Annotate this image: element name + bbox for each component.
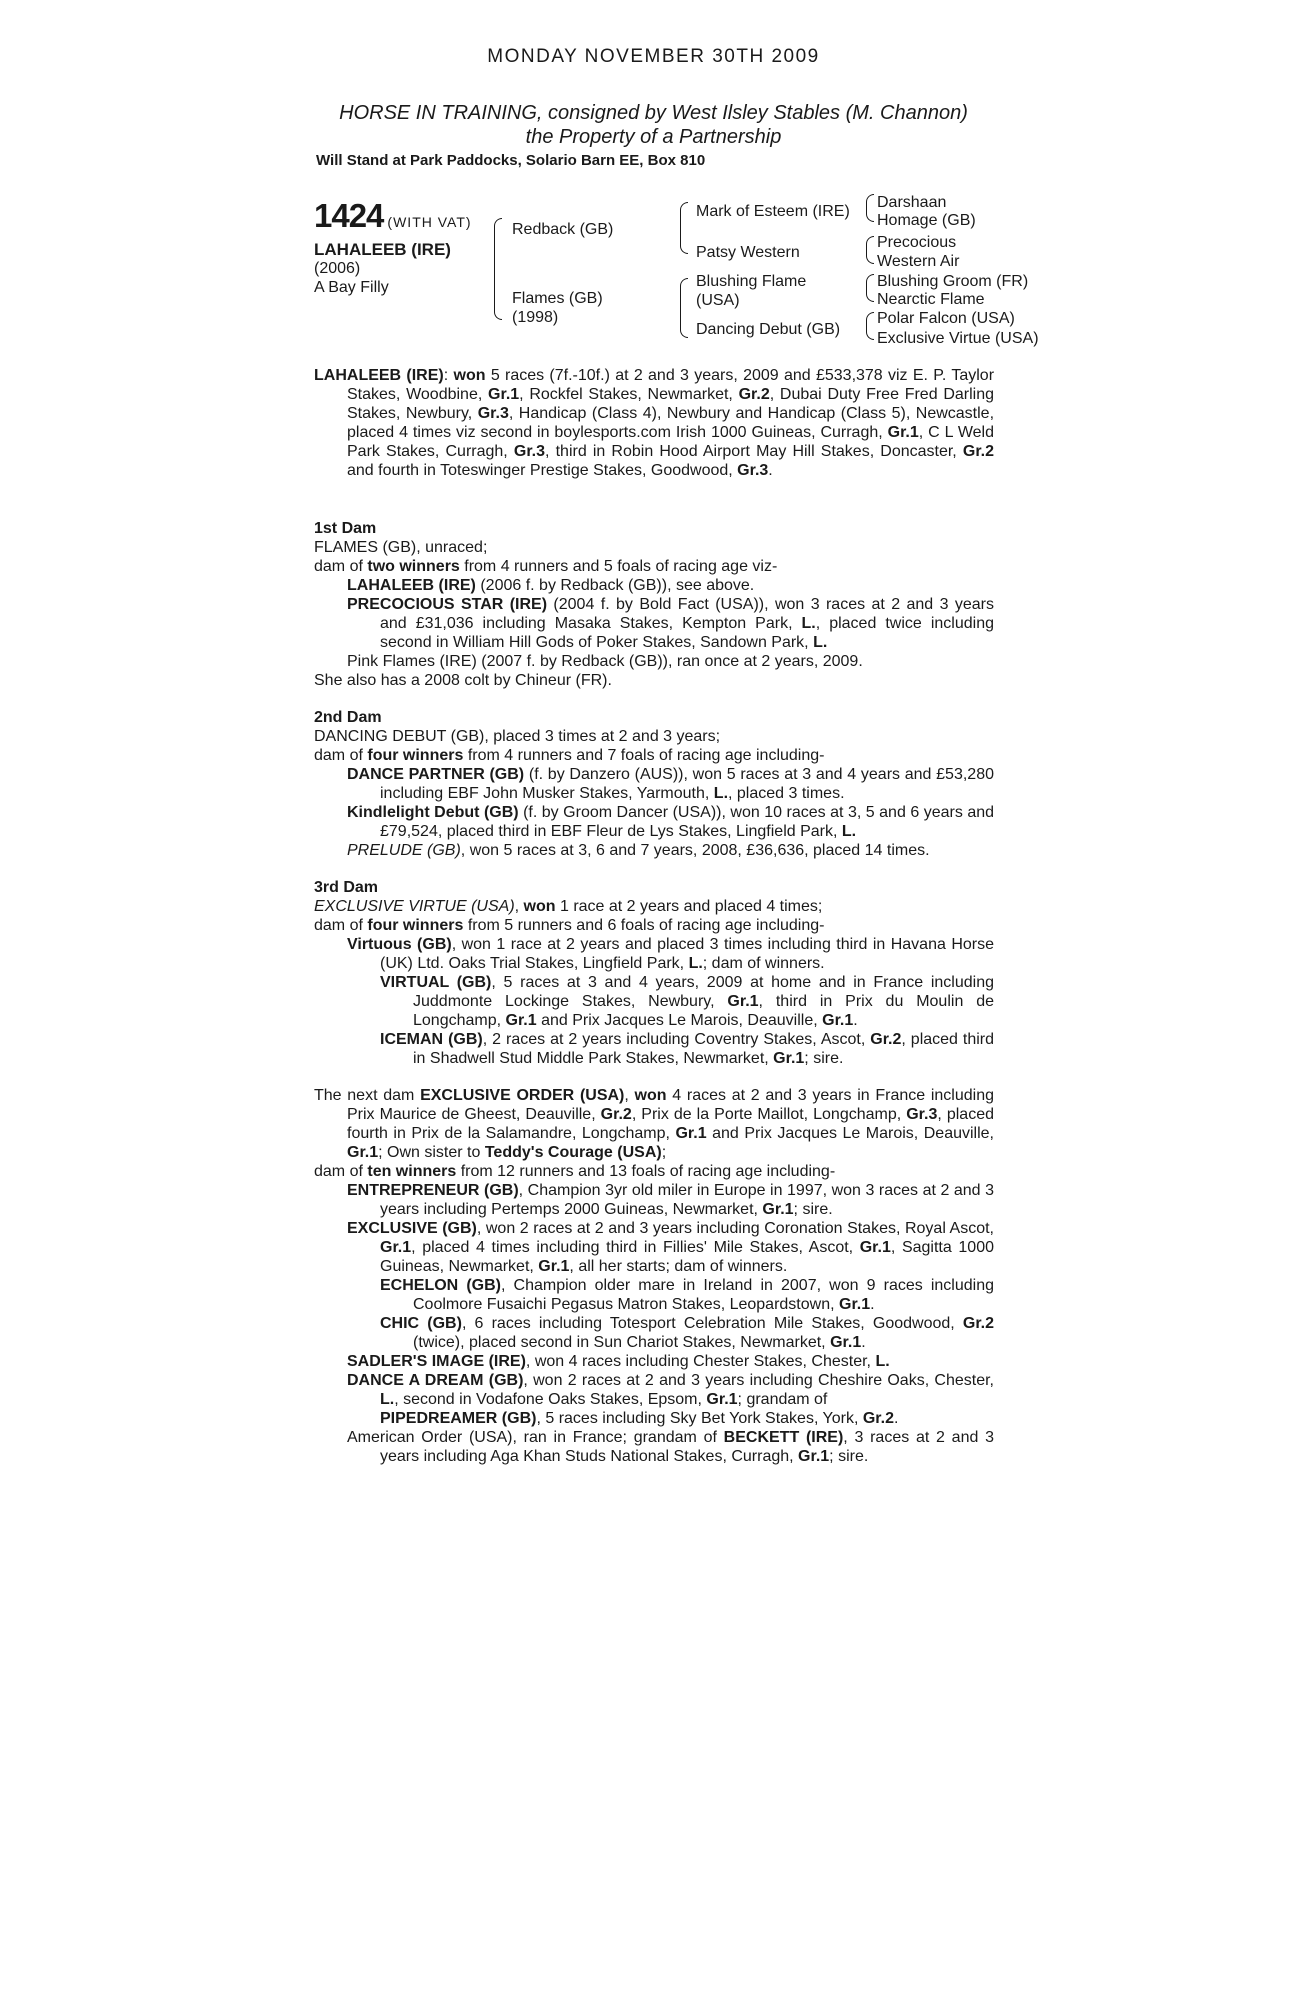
sire: Redback (GB) <box>512 221 614 238</box>
dss: Blushing Groom (FR) <box>877 273 1029 290</box>
record-horse-name: LAHALEEB (IRE) <box>314 367 444 384</box>
consignor-line: HORSE IN TRAINING, consigned by West Ilsley Stables (M. Channon) <box>339 102 968 124</box>
horse-identity <box>314 240 451 297</box>
stand-location: Will Stand at Park Paddocks, Solario Barn EE, Box 810 <box>316 152 706 169</box>
dam-sire-line2: (USA) <box>696 292 740 309</box>
first-dam-heading: 1st Dam <box>314 520 377 537</box>
second-dam-heading: 2nd Dam <box>314 709 382 726</box>
second-dam-section: 2nd Dam DANCING DEBUT (GB), placed 3 times at 2 and 3 years; dam of four winners from 4 runners and 7 foals of racing age including- DANCE PARTNER (GB) (f. by Danzero (AUS)), won 5 races at 3 and 4 years and £53,280 including EBF John Musker Stakes, Yarmouth, L., placed 3 times. Kindlelight Debut (GB) (f. by Groom Dancer (USA)), won 10 races at 3, 5 and 6 years and £79,524, placed third in EBF Fleur de Lys Stakes, Lingfield Park, L. PRELUDE (GB), won 5 races at 3, 6 and 7 years, 2008, £36,636, placed 14 times. <box>314 709 995 859</box>
sire-sire: Mark of Esteem (IRE) <box>696 203 850 220</box>
first-dam-section: 1st Dam FLAMES (GB), unraced; dam of two winners from 4 runners and 5 foals of racing age viz- LAHALEEB (IRE) (2006 f. by Redback (GB)), see above. PRECOCIOUS STAR (IRE) (2004 f. by Bold Fact (USA)), won 3 races at 2 and 3 years and £31,036 including Masaka Stakes, Kempton Park, L., placed twice including second in William Hill Gods of Poker Stakes, Sandown Park, L. Pink Flames (IRE) (2007 f. by Redback (GB)), ran once at 2 years, 2009. She also has a 2008 colt by Chineur (FR). <box>314 520 995 689</box>
third-dam-heading: 3rd Dam <box>314 879 379 896</box>
dsd: Nearctic Flame <box>877 291 985 308</box>
sds: Precocious <box>877 234 957 251</box>
brace-generation1 <box>494 218 502 320</box>
ssd: Homage (GB) <box>877 212 976 229</box>
brace-dam-parents <box>680 278 688 338</box>
consignment-info <box>0 101 1307 149</box>
vat-note: (WITH VAT) <box>387 214 472 230</box>
lot-header <box>314 197 472 235</box>
racing-record: LAHALEEB (IRE): won 5 races (7f.-10f.) at 2 and 3 years, 2009 and £533,378 viz E. P. Taylor Stakes, Woodbine, Gr.1, Rockfel Stakes, Newmarket, Gr.2, Dubai Duty Free Fred Darling Stakes, Newbury, Gr.3, Handicap (Class 4), Newbury and Handicap (Class 5), Newcastle, placed 4 times viz second in boylesports.com Irish 1000 Guineas, Curragh, Gr.1, C L Weld Park Stakes, Curragh, Gr.3, third in Robin Hood Airport May Hill Stakes, Doncaster, Gr.2 and fourth in Toteswinger Prestige Stakes, Goodwood, Gr.3. <box>314 367 995 479</box>
dam: Flames (GB) <box>512 290 603 307</box>
property-line: the Property of a Partnership <box>525 126 782 148</box>
brace-g3-4 <box>866 312 874 340</box>
dam-year: (1998) <box>512 309 559 326</box>
third-dam-section: 3rd Dam EXCLUSIVE VIRTUE (USA), won 1 race at 2 years and placed 4 times; dam of four winners from 5 runners and 6 foals of racing age including- Virtuous (GB), won 1 race at 2 years and placed 3 times including third in Havana Horse (UK) Ltd. Oaks Trial Stakes, Lingfield Park, L.; dam of winners. VIRTUAL (GB), 5 races at 3 and 4 years, 2009 at home and in France including Juddmonte Lockinge Stakes, Newbury, Gr.1, third in Prix du Moulin de Longchamp, Gr.1 and Prix Jacques Le Marois, Deauville, Gr.1. ICEMAN (GB), 2 races at 2 years including Coventry Stakes, Ascot, Gr.2, placed third in Shadwell Stud Middle Park Stakes, Newmarket, Gr.1; sire. <box>314 879 995 1067</box>
next-dam-section: The next dam EXCLUSIVE ORDER (USA), won 4 races at 2 and 3 years in France including Prix Maurice de Gheest, Deauville, Gr.2, Prix de la Porte Maillot, Longchamp, Gr.3, placed fourth in Prix de la Salamandre, Longchamp, Gr.1 and Prix Jacques Le Marois, Deauville, Gr.1; Own sister to Teddy's Courage (USA); dam of ten winners from 12 runners and 13 foals of racing age including- ENTREPRENEUR (GB), Champion 3yr old miler in Europe in 1997, won 3 races at 2 and 3 years including Pertemps 2000 Guineas, Newmarket, Gr.1; sire. EXCLUSIVE (GB), won 2 races at 2 and 3 years including Coronation Stakes, Royal Ascot, Gr.1, placed 4 times including third in Fillies' Mile Stakes, Ascot, Gr.1, Sagitta 1000 Guineas, Newmarket, Gr.1, all her starts; dam of winners. ECHELON (GB), Champion older mare in Ireland in 2007, won 9 races including Coolmore Fusaichi Pegasus Matron Stakes, Leopardstown, Gr.1. CHIC (GB), 6 races including Totesport Celebration Mile Stakes, Goodwood, Gr.2 (twice), placed second in Sun Chariot Stakes, Newmarket, Gr.1. SADLER'S IMAGE (IRE), won 4 races including Chester Stakes, Chester, L. DANCE A DREAM (GB), won 2 races at 2 and 3 years including Cheshire Oaks, Chester, L., second in Vodafone Oaks Stakes, Epsom, Gr.1; grandam of PIPEDREAMER (GB), 5 races including Sky Bet York Stakes, York, Gr.2. American Order (USA), ran in France; grandam of BECKETT (IRE), 3 races at 2 and 3 years including Aga Khan Studs National Stakes, Curragh, Gr.1; sire. <box>314 1087 995 1465</box>
brace-g3-3 <box>866 274 874 302</box>
horse-description: A Bay Filly <box>314 279 389 296</box>
ddd: Exclusive Virtue (USA) <box>877 330 1039 347</box>
dds: Polar Falcon (USA) <box>877 310 1015 327</box>
horse-name: LAHALEEB (IRE) <box>314 240 451 259</box>
brace-sire-parents <box>680 202 688 254</box>
sire-dam: Patsy Western <box>696 244 800 261</box>
sss: Darshaan <box>877 194 947 211</box>
dam-sire-line1: Blushing Flame <box>696 273 807 290</box>
dam-dam: Dancing Debut (GB) <box>696 321 841 338</box>
sale-date: MONDAY NOVEMBER 30TH 2009 <box>487 46 820 67</box>
brace-g3-2 <box>866 236 874 264</box>
lot-number: 1424 <box>314 197 384 234</box>
sdd: Western Air <box>877 253 960 270</box>
brace-g3-1 <box>866 194 874 222</box>
horse-year: (2006) <box>314 260 361 277</box>
